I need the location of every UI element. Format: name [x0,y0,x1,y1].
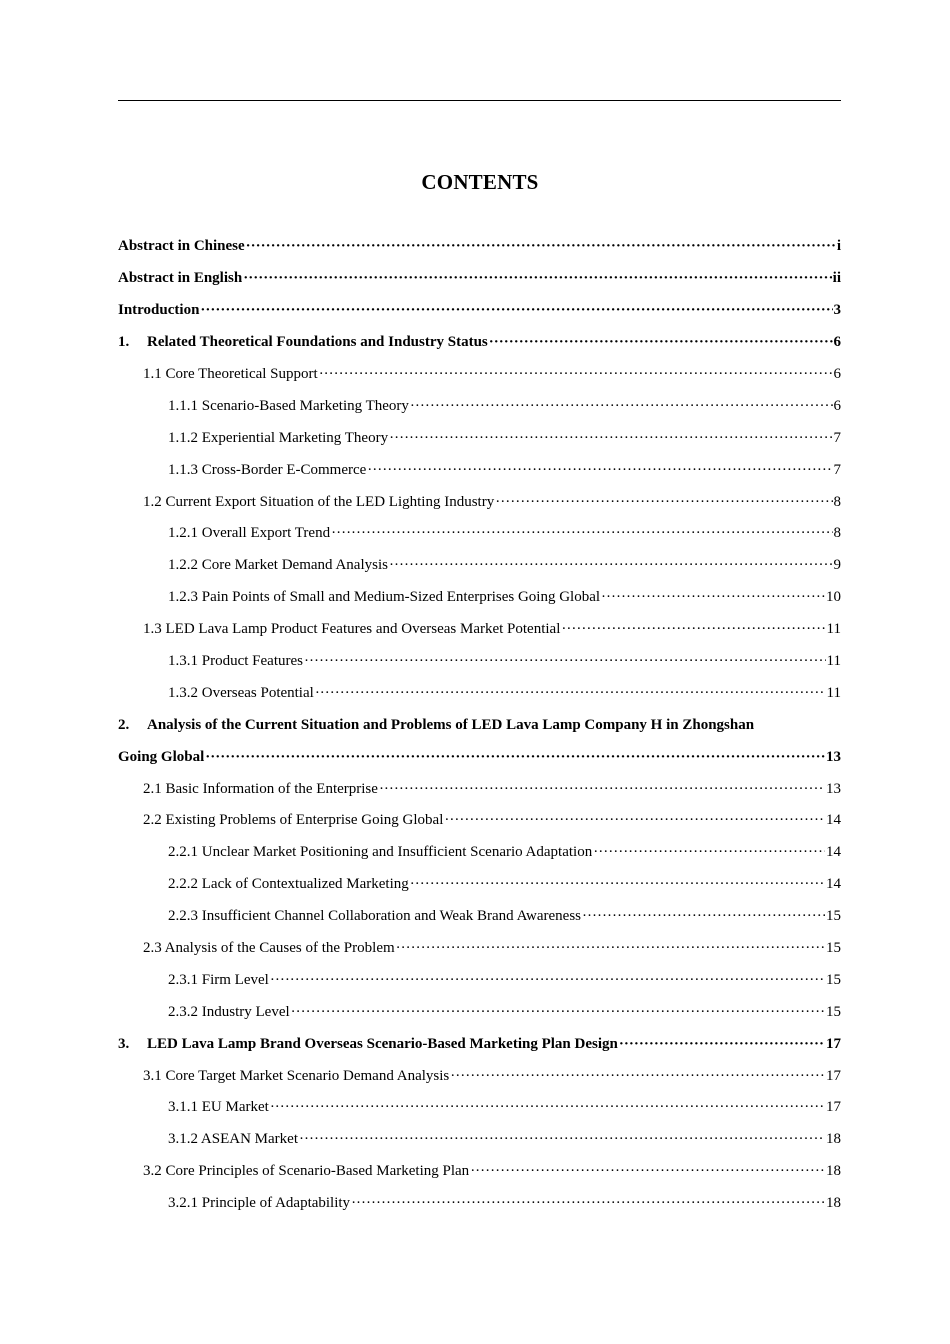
toc-entry-title: 1.2.3 Pain Points of Small and Medium-Sized Enterprises Going Global [168,589,601,606]
toc-entry-title: 2.1 Basic Information of the Enterprise [143,780,378,797]
dot-leader [619,1036,825,1053]
toc-page-number: 17 [826,1067,841,1084]
toc-page-number: 8 [833,525,841,542]
toc-entry-2-3[interactable] [118,933,841,965]
toc-entry-1-2-2[interactable] [118,550,841,582]
toc-page-number: 14 [826,876,841,893]
toc-entry-title: 1.1.3 Cross-Border E-Commerce [168,461,367,478]
toc-entry-chapter-2-line1[interactable] [118,709,841,741]
toc-page-number: 11 [826,621,841,638]
chapter-title: LED Lava Lamp Brand Overseas Scenario-Based Marketing Plan Design [147,1035,618,1052]
dot-leader [582,908,825,925]
toc-page-number: 15 [826,940,841,957]
toc-entry-title: 1.2.2 Core Market Demand Analysis [168,557,388,574]
toc-page-number: 17 [826,1035,841,1052]
toc-entry-title: 2.3 Analysis of the Causes of the Problem [143,940,395,957]
toc-entry-2-3-2[interactable] [118,996,841,1028]
toc-entry-title: 1.1 Core Theoretical Support [143,366,318,382]
dot-leader [270,1099,825,1116]
toc-entry-title: 2.2 Existing Problems of Enterprise Going Global [143,812,444,829]
dot-leader [299,1131,825,1148]
toc-entry-title: Introduction [118,302,200,319]
dot-leader [410,876,825,893]
toc-entry-title: 2.3.2 Industry Level [168,1003,290,1020]
dot-leader [291,1004,825,1021]
toc-page-number: 15 [826,908,841,925]
toc-page-number: 18 [826,1195,841,1212]
toc-entry-2-2-2[interactable] [118,869,841,901]
toc-page-number: 13 [826,748,841,765]
dot-leader [379,781,825,798]
toc-entry-chapter-1[interactable] [118,327,841,359]
toc-entry-title: 1.3 LED Lava Lamp Product Features and Overseas Market Potential [143,621,561,638]
toc-entry-title: 2.2.1 Unclear Market Positioning and Insufficient Scenario Adaptation [168,844,593,861]
toc-entry-2-2-1[interactable] [118,837,841,869]
toc-entry-title: 1.1.2 Experiential Marketing Theory [168,429,389,446]
dot-leader [304,653,826,670]
chapter-title-line1 [118,717,754,734]
toc-entry-2-1[interactable] [118,773,841,805]
toc-page-number: 3 [833,302,841,319]
toc-entry-title: 3.2.1 Principle of Adaptability [168,1195,351,1212]
toc-page-number: 8 [833,493,841,510]
toc-entry-3-1-2[interactable] [118,1124,841,1156]
toc-page-number: 9 [833,557,841,574]
dot-leader [319,366,833,383]
toc-entry-title: 1.1.1 Scenario-Based Marketing Theory [168,397,409,414]
toc-entry-title: 2.2.2 Lack of Contextualized Marketing [168,876,409,893]
chapter-number: 2. [118,716,130,733]
toc-page-number: i [836,238,841,255]
toc-page-number: 6 [833,334,841,351]
toc-entry-1-1-3[interactable] [118,454,841,486]
toc-entry-3-2[interactable] [118,1156,841,1188]
dot-leader [331,525,832,542]
chapter-number: 3. [118,1035,130,1052]
dot-leader [270,972,825,989]
dot-leader [315,685,826,702]
dot-leader [205,749,825,766]
dot-leader [243,270,831,287]
toc-entry-title [118,1036,618,1053]
toc-entry-title: Going Global [118,748,205,765]
toc-page-number: 7 [833,461,841,478]
dot-leader [389,557,833,574]
toc-entry-1-1-2[interactable] [118,422,841,454]
toc-page-number: 7 [833,429,841,446]
toc-page-number: ii [832,270,841,287]
toc-page-number: 17 [826,1099,841,1116]
chapter-number: 1. [118,334,130,351]
toc-entry-1-1[interactable] [118,359,841,391]
toc-entry-title: 3.1.1 EU Market [168,1099,269,1116]
toc-entry-3-1-1[interactable] [118,1092,841,1124]
toc-page-number: 11 [826,653,841,670]
toc-entry-title: 1.2.1 Overall Export Trend [168,525,331,542]
dot-leader [444,812,825,829]
dot-leader [601,589,825,606]
toc-page-number: 18 [826,1131,841,1148]
page-title: CONTENTS [421,170,539,194]
toc-entry-chapter-2-line2[interactable] [118,741,841,773]
toc-entry-1-2[interactable] [118,486,841,518]
dot-leader [389,430,832,447]
toc-entry-title [118,334,488,351]
dot-leader [495,494,832,511]
dot-leader [593,844,825,861]
dot-leader [561,621,825,638]
toc-entry-1-3[interactable] [118,614,841,646]
toc-page-number: 10 [826,589,841,606]
dot-leader [200,302,832,319]
chapter-title: Analysis of the Current Situation and Problems of LED Lava Lamp Company H in Zhongshan [147,716,755,733]
dot-leader [246,238,836,255]
toc-entry-abstract-english[interactable] [118,263,841,295]
toc-entry-1-3-2[interactable] [118,677,841,709]
toc-page-number: 14 [826,812,841,829]
toc-entry-1-1-1[interactable] [118,390,841,422]
toc-entry-title: 3.2 Core Principles of Scenario-Based Marketing Plan [143,1163,470,1180]
toc-entry-title: 2.2.3 Insufficient Channel Collaboration and Weak Brand Awareness [168,908,582,925]
header-rule [118,100,841,101]
toc-entry-title: Abstract in English [118,270,243,287]
toc-entry-title: 3.1 Core Target Market Scenario Demand Analysis [143,1067,450,1084]
chapter-title: Related Theoretical Foundations and Industry Status [147,334,488,351]
dot-leader [367,462,832,479]
toc-entry-3-2-1[interactable] [118,1188,841,1220]
toc-entry-title: 1.3.2 Overseas Potential [168,684,314,701]
toc-entry-chapter-3[interactable] [118,1028,841,1060]
dot-leader [470,1163,825,1180]
toc-entry-3-1[interactable] [118,1060,841,1092]
toc-page-number: 15 [826,1003,841,1020]
toc-page-number: 18 [826,1163,841,1180]
toc-page-number: 11 [826,684,841,701]
toc-entry-2-3-1[interactable] [118,964,841,996]
toc-entry-title: Abstract in Chinese [118,238,245,255]
toc-page-number: 13 [826,780,841,797]
toc-entry-title: 2.3.1 Firm Level [168,971,269,988]
toc-entry-title: 3.1.2 ASEAN Market [168,1131,298,1148]
dot-leader [396,940,825,957]
toc-entry-title: 1.3.1 Product Features [168,653,303,670]
table-of-contents [118,231,841,1220]
toc-entry-1-3-1[interactable] [118,646,841,678]
toc-entry-title: 1.2 Current Export Situation of the LED Lighting Industry [143,493,495,510]
toc-page-number: 6 [833,366,841,382]
toc-entry-2-2[interactable] [118,805,841,837]
dot-leader [410,398,833,415]
dot-leader [489,334,833,351]
toc-entry-abstract-chinese[interactable] [118,231,841,263]
toc-entry-2-2-3[interactable] [118,901,841,933]
toc-page-number: 6 [833,397,841,414]
dot-leader [351,1195,825,1212]
toc-entry-1-2-1[interactable] [118,518,841,550]
toc-entry-introduction[interactable] [118,295,841,327]
dot-leader [450,1068,825,1085]
toc-page-number: 14 [826,844,841,861]
toc-entry-1-2-3[interactable] [118,582,841,614]
toc-page-number: 15 [826,971,841,988]
